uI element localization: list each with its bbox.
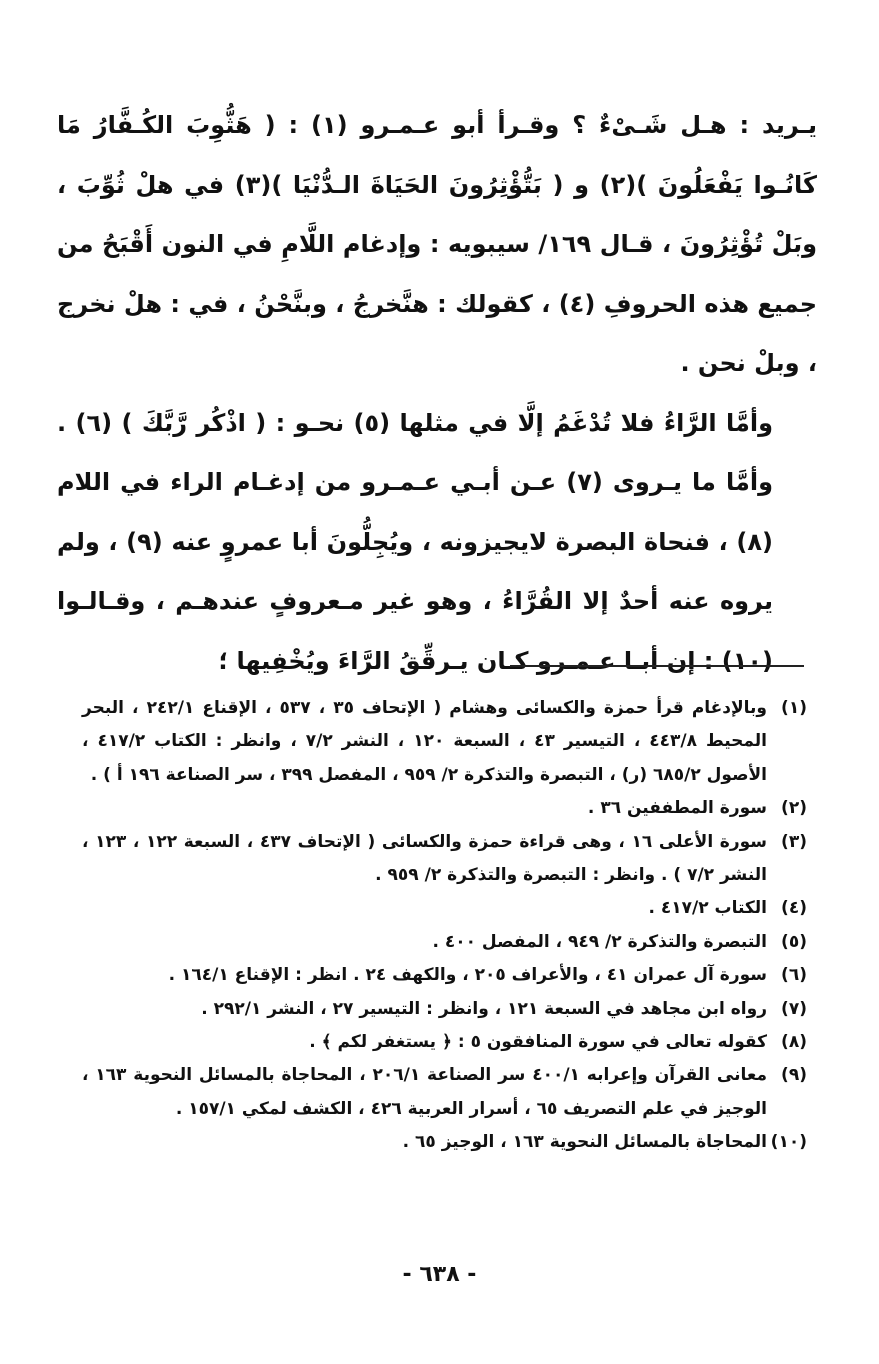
footnote-item xyxy=(82,993,807,1026)
footnote-text: معانى القرآن وإعرابه ٤٠٠/١ سر الصناعة ٢٠٦/١ ، المحاجاة بالمسائل النحوية ١٦٣ ، الوجيز في علم التصريف ٦٥ ، أسرار العربية ٤٢٦ ، الكشف لمكي ١٥٧/١ . xyxy=(82,1065,767,1119)
footnote-item xyxy=(82,926,807,959)
footnotes xyxy=(82,692,807,1160)
footnote-item xyxy=(82,826,807,893)
footnote-separator xyxy=(510,665,804,667)
footnote-number: (١٠) xyxy=(770,1132,807,1153)
footnote-item xyxy=(82,1026,807,1059)
page-number: - ٦٣٨ - xyxy=(402,1262,477,1287)
paragraph: يـريد : هـل شَـىْءٌ ؟ وقـرأ أبو عـمـرو (١) : ( هَثُّوِبَ الكُـفَّارُ مَا كَانُـوا يَفْعَلُونَ )(٢) و ( بَتُّؤْثِرُونَ الحَيَاةَ الـدُّنْيَا )(٣) في هلْ ثُوِّبَ ، وبَلْ تُؤْثِرُونَ ، قـال ١٦٩/ سيبويه : وإدغام اللَّامِ في النون أَقْبَحُ من جميع هذه الحروفِ (٤) ، كقولك : هنَّخرجُ ، وبنَّحْنُ ، في : هلْ نخرج ، وبلْ نحن . xyxy=(57,111,818,377)
footnote-text: التبصرة والتذكرة ٢/ ٩٤٩ ، المفصل ٤٠٠ . xyxy=(432,931,767,952)
footnote-item xyxy=(82,959,807,992)
paragraph: وأمَّا الرَّاءُ فلا تُدْغَمُ إلَّا في مثلها (٥) نحـو : ( اذْكُر رَّبَّكَ ) (٦) . وأمَّا ما يـروى (٧) عـن أبـي عـمـرو من إدغـام الراء في اللام (٨) ، فنحاة البصرة لايجيزونه ، ويُجِلُّونَ أبا عمروٍ عنه (٩) ، ولم يروه عنه أحدٌ إلا القُرَّاءُ ، وهو غير مـعروفٍ عندهـم ، وقـالـوا (١٠) : إن أبـا عـمـرو كـان يـرقِّقُ الرَّاءَ ويُخْفِيها ؛ xyxy=(57,408,774,675)
footnote-text: وبالإدغام قرأ حمزة والكسائى وهشام ( الإتحاف ٣٥ ، ٥٣٧ ، الإقناع ٢٤٢/١ ، البحر المحيط ٤٤٣/٨ ، التيسير ٤٣ ، السبعة ١٢٠ ، النشر ٧/٢ ، وانظر : الكتاب ٤١٧/٢ ، الأصول ٦٨٥/٢ (ر) ، التبصرة والتذكرة ٢/ ٩٥٩ ، المفصل ٣٩٩ ، سر الصناعة ١٩٦ أ ) . xyxy=(82,698,767,785)
footnote-text: رواه ابن مجاهد في السبعة ١٢١ ، وانظر : التيسير ٢٧ ، النشر ٢٩٢/١ . xyxy=(201,998,767,1019)
footnote-number: (٩) xyxy=(781,1065,807,1086)
footnote-text: سورة المطففين ٣٦ . xyxy=(587,798,767,819)
footnote-item xyxy=(82,1126,807,1159)
footnote-number: (٣) xyxy=(781,831,807,852)
footnote-text: المحاجاة بالمسائل النحوية ١٦٣ ، الوجيز ٦٥ . xyxy=(402,1132,767,1153)
footnote-item xyxy=(82,1059,807,1126)
footnote-number: (١) xyxy=(781,698,807,718)
footnote-text: سورة آل عمران ٤١ ، والأعراف ٢٠٥ ، والكهف ٢٤ . انظر : الإقناع ١٦٤/١ . xyxy=(168,965,767,986)
footnote-text: سورة الأعلى ١٦ ، وهى قراءة حمزة والكسائى ( الإتحاف ٤٣٧ ، السبعة ١٢٢ ، ١٢٣ ، النشر ٧/٢ ) . وانظر : التبصرة والتذكرة ٢/ ٩٥٩ . xyxy=(82,831,767,886)
footnote-number: (٨) xyxy=(781,1032,807,1053)
footnote-text: الكتاب ٤١٧/٢ . xyxy=(648,898,767,919)
footnote-number: (٦) xyxy=(781,965,807,986)
footnote-item xyxy=(82,892,807,925)
footnote-item xyxy=(82,792,807,825)
footnote-number: (٢) xyxy=(781,798,807,819)
footnote-item xyxy=(82,692,807,792)
footnote-number: (٧) xyxy=(781,998,807,1019)
footnote-text: كقوله تعالى في سورة المنافقون ٥ : ﴿ يستغفر لكم ﴾ . xyxy=(309,1032,767,1053)
footnote-number: (٥) xyxy=(781,931,807,952)
main-text xyxy=(57,96,817,691)
footnote-number: (٤) xyxy=(781,898,807,919)
